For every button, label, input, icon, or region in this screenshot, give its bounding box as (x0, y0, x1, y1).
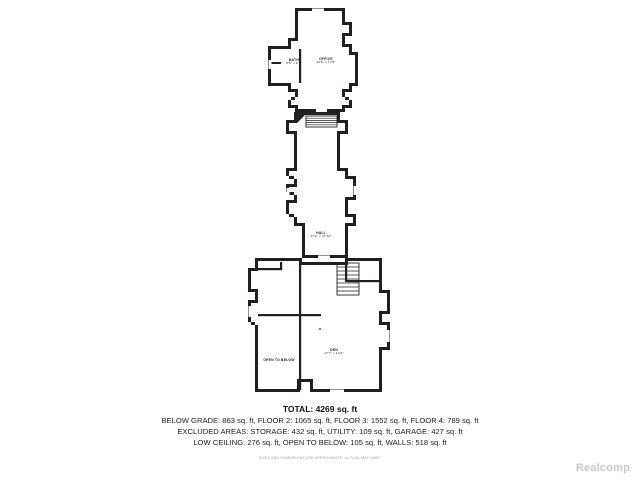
room-dimensions: 9'6" x 6'1" (286, 61, 302, 66)
low-ceiling-line: LOW CEILING: 276 sq. ft, OPEN TO BELOW: 105 sq. ft, WALLS: 518 sq. ft (193, 437, 447, 447)
below-grade-line: BELOW GRADE: 863 sq. ft, FLOOR 2: 1065 sq. ft, FLOOR 3: 1552 sq. ft, FLOOR 4: 789 sq. ft (161, 416, 479, 425)
room-name: OPEN TO BELOW (263, 358, 295, 362)
disclaimer-text: SIZES AND DIMENSIONS ARE APPROXIMATE, ACTUAL MAY VARY. (258, 456, 382, 461)
room-name: OFFICE (319, 57, 333, 61)
room-dimensions: 17'7" x 14'2" (324, 351, 344, 356)
room-dimensions: 17'2" x 47'10" (310, 234, 332, 239)
area-summary (0, 404, 640, 460)
total-area: TOTAL: 4269 sq. ft (282, 404, 358, 414)
realcomp-watermark: Realcomp (575, 462, 630, 474)
excluded-areas-line: EXCLUDED AREAS: STORAGE: 432 sq. ft, UTILITY: 109 sq. ft, GARAGE: 427 sq. ft (177, 426, 463, 436)
room-name: DEN (330, 348, 338, 352)
stair-treads-upper (306, 116, 337, 127)
wall-openings (249, 9, 390, 393)
stair-treads-lower (337, 263, 359, 295)
room-name: HALL (316, 231, 326, 235)
plan-walls (248, 8, 390, 393)
room-dimensions: 14'6" x 17'5" (316, 60, 336, 65)
room-name: BATH (289, 58, 299, 62)
